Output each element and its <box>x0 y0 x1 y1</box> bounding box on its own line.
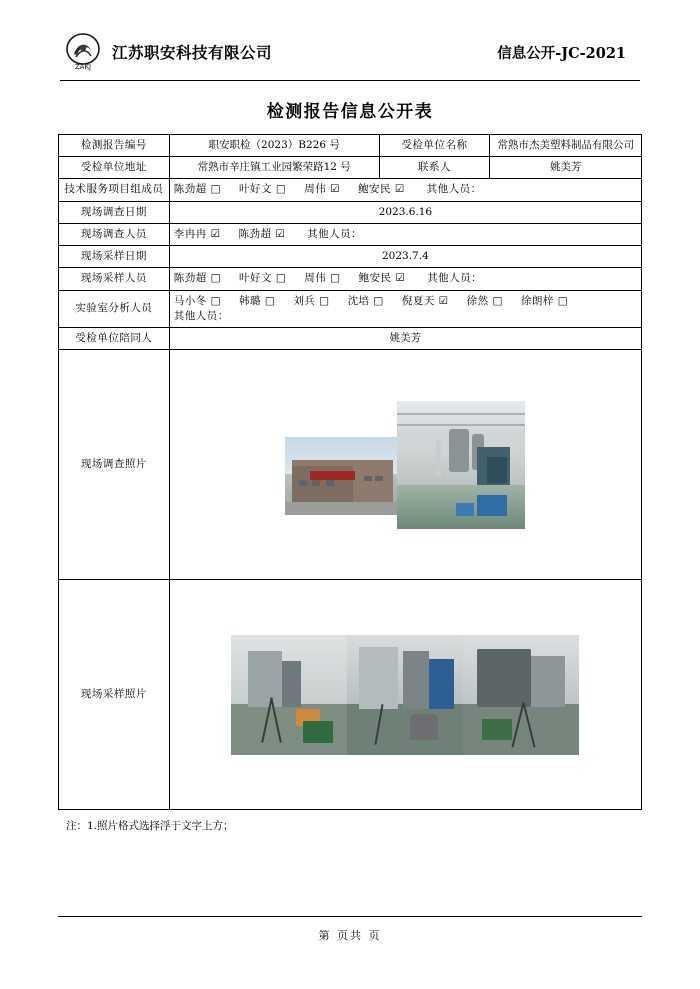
table-row <box>59 223 642 245</box>
page-title: 检测报告信息公开表 <box>266 102 434 122</box>
sampler <box>359 272 406 284</box>
table-row <box>59 327 642 349</box>
company-brand <box>62 32 272 72</box>
sampler-name: 叶好文 <box>239 272 273 285</box>
analyst-checkbox[interactable] <box>492 295 502 307</box>
team-member-checkbox[interactable] <box>276 183 286 195</box>
sampler <box>304 272 340 284</box>
analyst-checkbox[interactable] <box>558 295 568 307</box>
team-member <box>174 183 221 195</box>
client-name-label: 受检单位名称 <box>379 135 490 157</box>
table-row <box>59 350 642 580</box>
contact-value: 姚美芳 <box>490 157 642 179</box>
surveyor-cell <box>169 223 641 245</box>
surveyor-name: 李冉冉 <box>173 227 207 240</box>
survey-photos-label: 现场调查照片 <box>59 350 170 580</box>
factory-building-photo <box>285 437 397 515</box>
team-label: 技术服务项目组成员 <box>59 179 170 201</box>
team-member-name: 叶好文 <box>239 183 273 196</box>
sampler <box>174 272 221 284</box>
sampling-equipment-photo-1 <box>231 635 347 755</box>
analyst-list <box>174 294 637 309</box>
analyst <box>348 295 384 307</box>
analyst-label: 实验室分析人员 <box>59 290 170 327</box>
sampler-checkbox[interactable] <box>395 272 405 284</box>
sampler <box>239 272 286 284</box>
analyst <box>467 295 503 307</box>
company-name: 江苏职安科技有限公司 <box>112 43 273 62</box>
analyst-name: 沈培 <box>347 294 370 307</box>
page-number-footer: 第 页共 页 <box>318 929 382 942</box>
analyst-cell <box>169 290 641 327</box>
team-member-checkbox[interactable] <box>395 183 405 195</box>
analyst-name: 马小冬 <box>173 294 207 307</box>
table-row <box>59 201 642 223</box>
analyst <box>402 295 449 307</box>
sampler-checkbox[interactable] <box>330 272 340 284</box>
team-member-name: 陈劲超 <box>173 183 207 196</box>
document-header <box>58 28 642 80</box>
surveyor-name: 陈劲超 <box>238 227 272 240</box>
analyst-name: 徐然 <box>466 294 489 307</box>
analyst <box>293 295 329 307</box>
analyst-checkbox[interactable] <box>373 295 383 307</box>
survey-photos-cell <box>169 350 641 580</box>
accompany-value: 姚美芳 <box>169 327 641 349</box>
surveyor-list <box>174 228 286 240</box>
analyst-checkbox[interactable] <box>265 295 275 307</box>
team-member-name: 周伟 <box>304 183 327 196</box>
team-member <box>239 183 286 195</box>
svg-text:ZAKJ: ZAKJ <box>74 63 92 71</box>
header-divider <box>60 80 640 81</box>
sampling-date-label: 现场采样日期 <box>59 246 170 268</box>
team-member-name: 鲍安民 <box>358 183 392 196</box>
report-info-table <box>58 134 642 810</box>
sampler-name: 鲍安民 <box>358 272 392 285</box>
table-row <box>59 179 642 201</box>
team-member <box>358 183 405 195</box>
table-row <box>59 246 642 268</box>
report-no-label: 检测报告编号 <box>59 135 170 157</box>
sampler-cell <box>169 268 641 290</box>
team-member-checkbox[interactable] <box>211 183 221 195</box>
sampler-name: 陈劲超 <box>173 272 207 285</box>
report-no-value: 职安职检（2023）B226 号 <box>169 135 379 157</box>
table-row <box>59 135 642 157</box>
client-address-value: 常熟市辛庄镇工业园繁荣路12 号 <box>169 157 379 179</box>
surveyor <box>174 228 221 240</box>
table-row <box>59 290 642 327</box>
contact-label: 联系人 <box>379 157 490 179</box>
analyst-other-label: 其他人员： <box>173 309 229 322</box>
team-members-list <box>174 183 405 195</box>
accompany-label: 受检单位陪同人 <box>59 327 170 349</box>
table-note: 注：1.照片格式选择浮于文字上方； <box>66 820 234 833</box>
survey-date-value: 2023.6.16 <box>169 201 641 223</box>
client-name-value: 常熟市杰美塑料制品有限公司 <box>490 135 642 157</box>
surveyor-other-label: 其他人员： <box>307 227 363 240</box>
document-code: 信息公开-JC-2021 <box>497 44 626 62</box>
analyst <box>521 295 568 307</box>
table-row <box>59 268 642 290</box>
table-row <box>59 580 642 810</box>
analyst-name: 倪夏天 <box>401 294 435 307</box>
team-member <box>304 183 340 195</box>
sampler-other-label: 其他人员： <box>427 272 483 285</box>
client-address-label: 受检单位地址 <box>59 157 170 179</box>
sampling-photos-label: 现场采样照片 <box>59 580 170 810</box>
analyst <box>239 295 275 307</box>
table-row <box>59 157 642 179</box>
surveyor-label: 现场调查人员 <box>59 223 170 245</box>
company-logo-icon <box>62 32 104 72</box>
workshop-interior-photo <box>397 401 525 529</box>
sampling-photos-cell <box>169 580 641 810</box>
analyst-checkbox[interactable] <box>319 295 329 307</box>
team-other-label: 其他人员： <box>426 183 482 196</box>
sampler-name: 周伟 <box>304 272 327 285</box>
sampler-checkbox[interactable] <box>276 272 286 284</box>
analyst-checkbox[interactable] <box>211 295 221 307</box>
sampling-equipment-photo-3 <box>463 635 579 755</box>
sampling-date-value: 2023.7.4 <box>169 246 641 268</box>
analyst-name: 韩璐 <box>239 294 262 307</box>
survey-date-label: 现场调查日期 <box>59 201 170 223</box>
footer-divider <box>58 916 642 917</box>
team-member-checkbox[interactable] <box>330 183 340 195</box>
sampler-list <box>174 272 406 284</box>
surveyor <box>239 228 286 240</box>
sampler-label: 现场采样人员 <box>59 268 170 290</box>
analyst-checkbox[interactable] <box>439 295 449 307</box>
team-members-cell <box>169 179 641 201</box>
surveyor-checkbox[interactable] <box>275 228 285 240</box>
surveyor-checkbox[interactable] <box>211 228 221 240</box>
sampler-checkbox[interactable] <box>211 272 221 284</box>
analyst <box>174 295 221 307</box>
sampling-equipment-photo-2 <box>347 635 463 755</box>
analyst-name: 刘兵 <box>293 294 316 307</box>
analyst-name: 徐朗梓 <box>520 294 554 307</box>
